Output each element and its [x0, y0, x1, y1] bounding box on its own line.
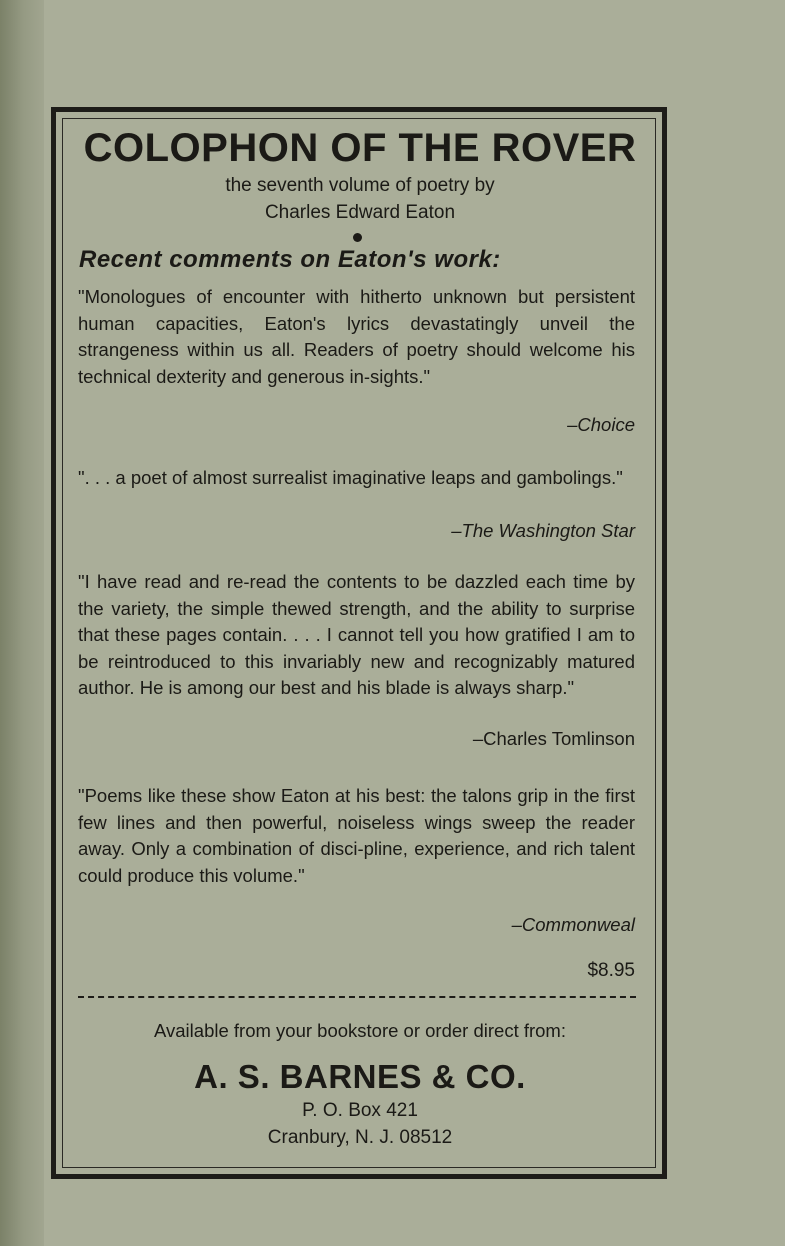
- quote-choice: "Monologues of encounter with hitherto unknown but persistent human capacities, Eaton's lyrics devastatingly unveil the strangeness within us all. Readers of poetry should welcome his technical dexterity and generous in-sights.": [78, 286, 635, 387]
- dashed-divider: [78, 996, 636, 998]
- availability-text: Available from your bookstore or order direct from:: [154, 1020, 566, 1041]
- publisher-city: Cranbury, N. J. 08512: [267, 1127, 453, 1148]
- attribution-commonweal: –Commonweal: [511, 914, 635, 935]
- subtitle-line-1: the seventh volume of poetry by: [225, 175, 495, 196]
- quote-commonweal: "Poems like these show Eaton at his best: the talons grip in the first few lines and then powerful, noiseless wings sweep the reader away. Only a combination of disci-pline, experience, and rich talent could produce this volume.": [78, 785, 635, 886]
- publisher-po-box: P. O. Box 421: [302, 1100, 418, 1121]
- bullet-ornament: [353, 233, 362, 242]
- attribution-choice: –Choice: [567, 414, 635, 435]
- book-title: COLOPHON OF THE ROVER: [83, 126, 637, 170]
- quote-washington-star: ". . . a poet of almost surrealist imaginative leaps and gambolings.": [78, 467, 623, 488]
- attribution-washington-star: –The Washington Star: [451, 520, 635, 541]
- price: $8.95: [587, 960, 635, 981]
- quote-tomlinson: "I have read and re-read the contents to be dazzled each time by the variety, the simple thewed strength, and the ability to surprise that these pages contain. . . . I cannot tell you how gratified I am to be reintroduced to this invariably new and recognizably matured author. He is among our best and his blade is always sharp.": [78, 571, 635, 698]
- comments-heading: Recent comments on Eaton's work:: [79, 246, 501, 273]
- author-name: Charles Edward Eaton: [264, 202, 456, 223]
- publisher-name: A. S. BARNES & CO.: [194, 1058, 526, 1095]
- attribution-tomlinson: –Charles Tomlinson: [472, 728, 635, 749]
